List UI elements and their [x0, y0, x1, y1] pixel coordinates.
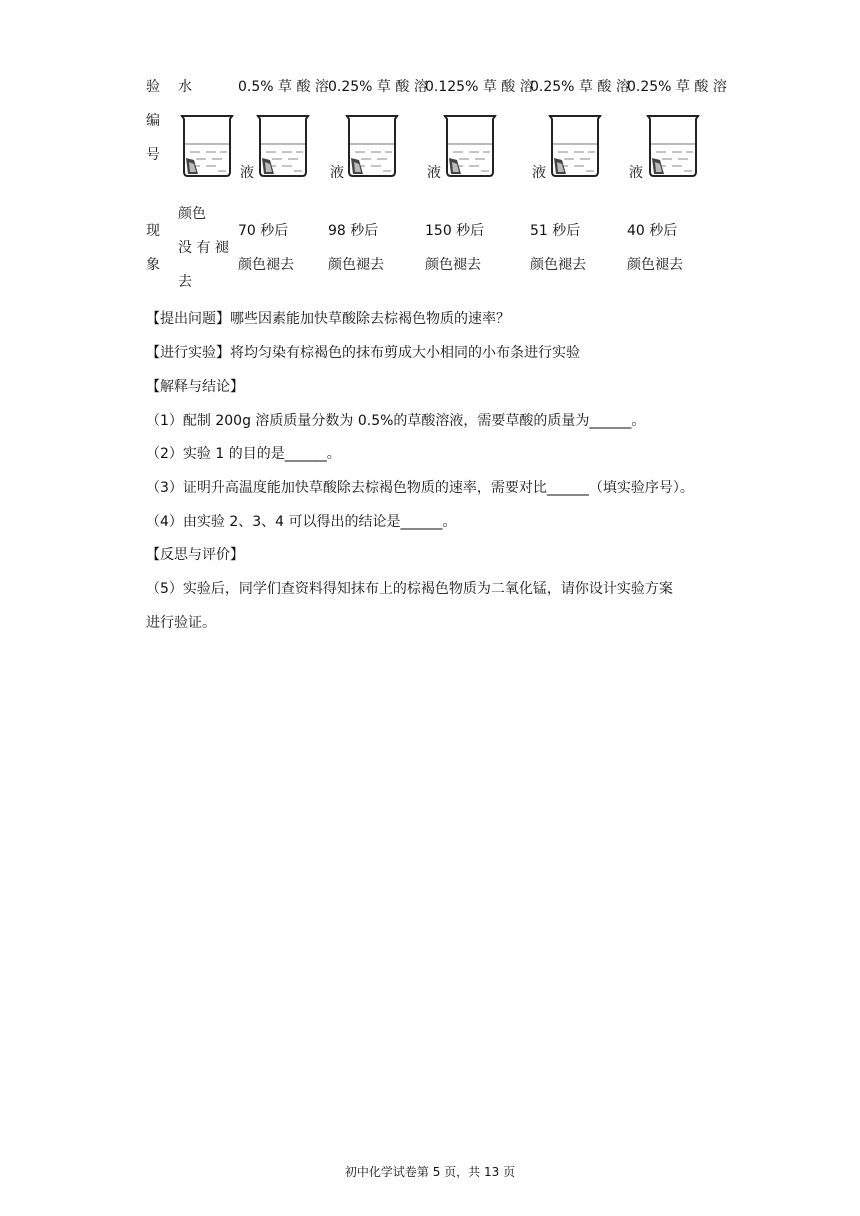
beaker-icon	[646, 114, 702, 180]
section-analysis-title: 【解释与结论】	[146, 379, 244, 395]
beaker-icon	[548, 114, 604, 180]
row-label-char: 象	[146, 257, 160, 273]
result-text: 颜色褪去	[627, 257, 683, 273]
beaker-icon	[443, 114, 499, 180]
time-2: 70 秒后	[238, 223, 289, 239]
question-5-line-1: （5）实验后，同学们查资料得知抹布上的棕褐色物质为二氧化锰，请你设计实验方案	[146, 581, 673, 597]
water-result: 去	[178, 274, 192, 290]
col-header-3: 0.25% 草 酸 溶	[328, 79, 428, 95]
time-5: 51 秒后	[530, 223, 581, 239]
question-3: （3）证明升高温度能加快草酸除去棕褐色物质的速率，需要对比______（填实验序号）。	[146, 480, 694, 496]
liquid-suffix: 液	[629, 165, 643, 181]
col-header-5: 0.25% 草 酸 溶	[530, 79, 630, 95]
time-4: 150 秒后	[425, 223, 485, 239]
row-label-char: 现	[146, 223, 160, 239]
beaker-icon	[256, 114, 312, 180]
result-text: 颜色褪去	[238, 257, 294, 273]
col-header-2: 0.5% 草 酸 溶	[238, 79, 329, 95]
section-experiment: 【进行实验】将均匀染有棕褐色的抹布剪成大小相同的小布条进行实验	[146, 345, 580, 361]
liquid-suffix: 液	[532, 165, 546, 181]
result-text: 颜色褪去	[425, 257, 481, 273]
question-2: （2）实验 1 的目的是______。	[146, 446, 341, 462]
col-header-4: 0.125% 草 酸 溶	[425, 79, 534, 95]
water-result: 颜色	[178, 206, 206, 222]
question-5-line-2: 进行验证。	[146, 615, 216, 631]
beaker-icon	[180, 114, 236, 180]
beaker-icon	[345, 114, 401, 180]
water-result: 没 有 褪	[178, 240, 229, 256]
page-footer: 初中化学试卷第 5 页，共 13 页	[344, 1165, 516, 1179]
row-label-char: 编	[146, 113, 160, 129]
row-label-char: 验	[146, 79, 160, 95]
time-3: 98 秒后	[328, 223, 379, 239]
question-1: （1）配制 200g 溶质质量分数为 0.5%的草酸溶液，需要草酸的质量为______。	[146, 413, 646, 429]
section-reflect-title: 【反思与评价】	[146, 547, 244, 563]
section-question: 【提出问题】哪些因素能加快草酸除去棕褐色物质的速率？	[146, 311, 510, 327]
col-water-label: 水	[178, 79, 192, 95]
liquid-suffix: 液	[427, 165, 441, 181]
liquid-suffix: 液	[330, 165, 344, 181]
row-label-char: 号	[146, 147, 160, 163]
col-header-6: 0.25% 草 酸 溶	[627, 79, 727, 95]
time-6: 40 秒后	[627, 223, 678, 239]
result-text: 颜色褪去	[530, 257, 586, 273]
result-text: 颜色褪去	[328, 257, 384, 273]
liquid-suffix: 液	[240, 165, 254, 181]
question-4: （4）由实验 2、3、4 可以得出的结论是______。	[146, 514, 457, 530]
